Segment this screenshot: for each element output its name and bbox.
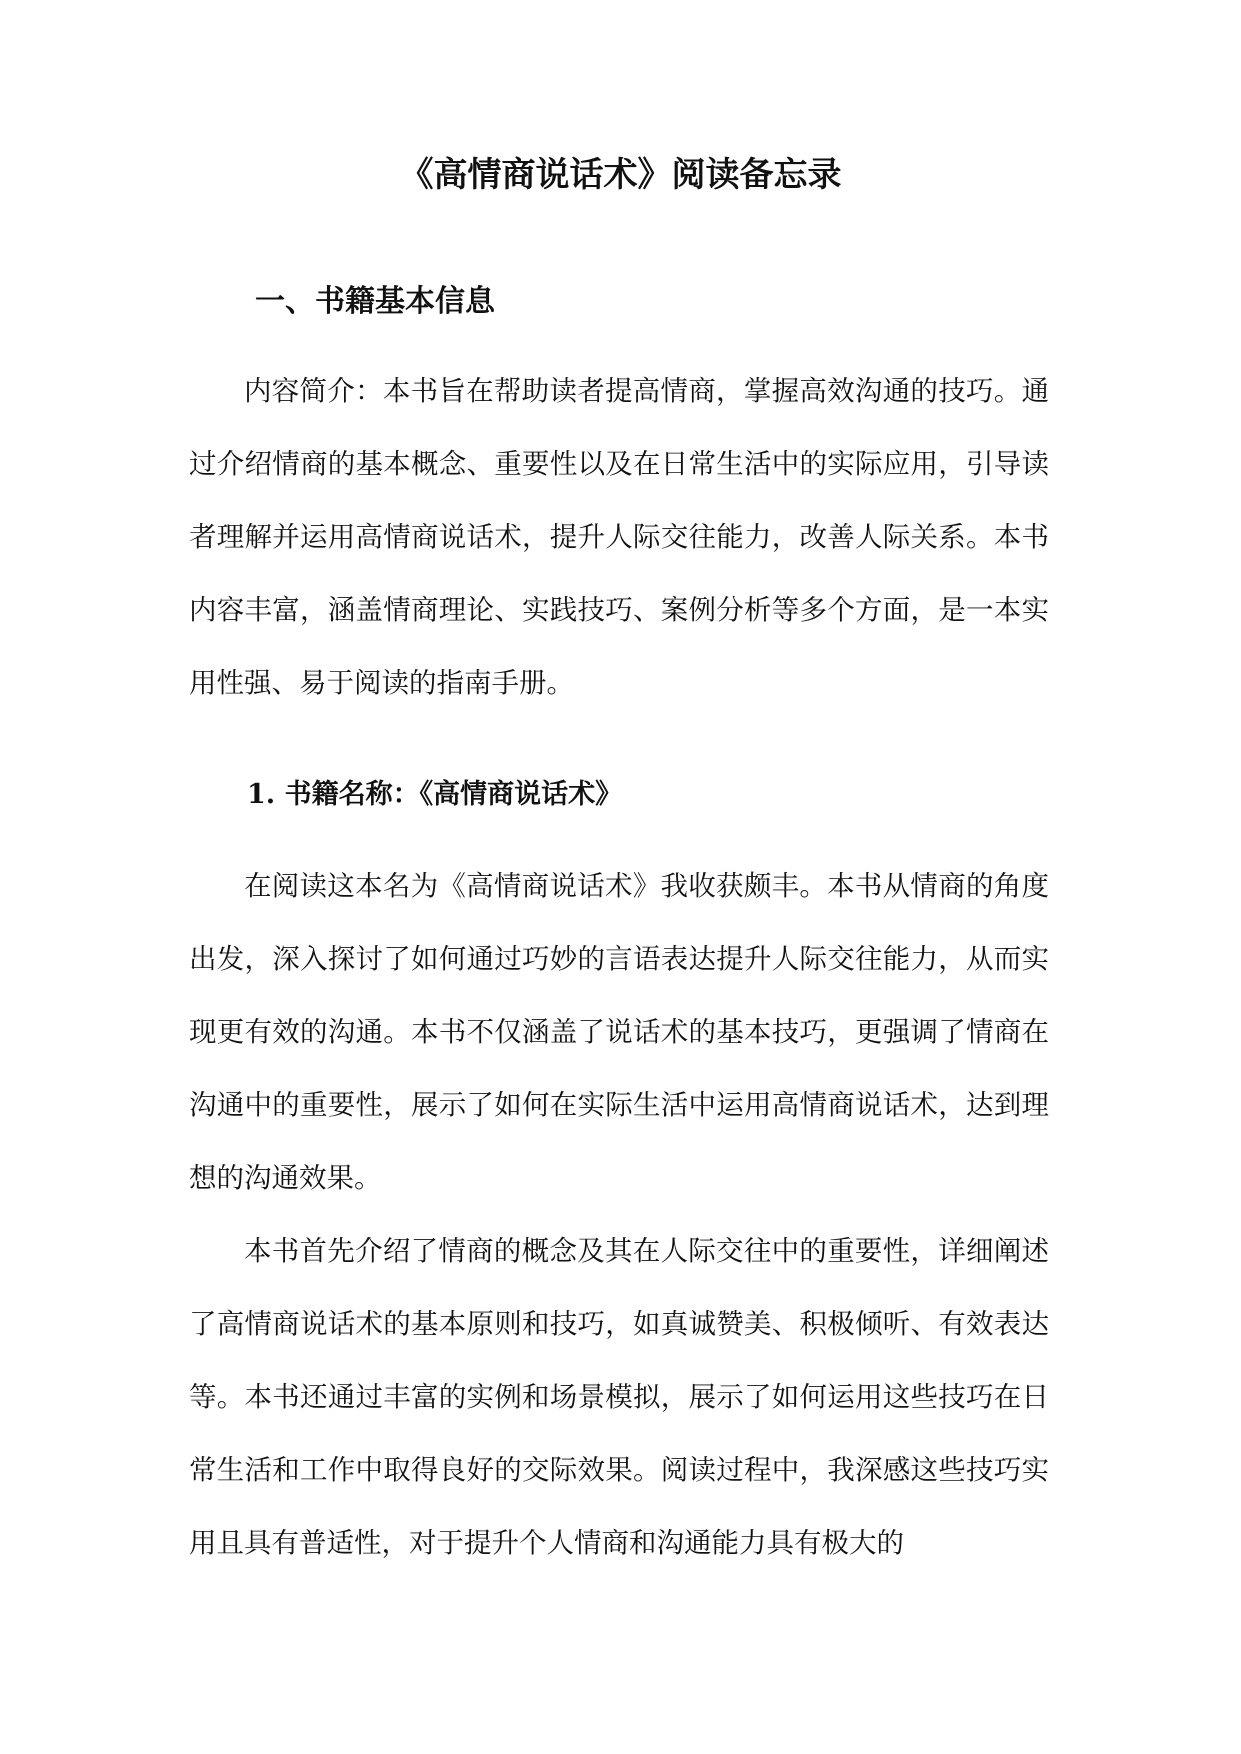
body-paragraph: 在阅读这本名为《高情商说话术》我收获颇丰。本书从情商的角度出发，深入探讨了如何通过巧妙的言语表达提升人际交往能力，从而实现更有效的沟通。本书不仅涵盖了说话术的基本技巧，更强调了情商在沟通中的重要性，展示了如何在实际生活中运用高情商说话术，达到理想的沟通效果。 [189,870,1049,1194]
body-paragraph: 本书首先介绍了情商的概念及其在人际交往中的重要性，详细阐述了高情商说话术的基本原则和技巧，如真诚赞美、积极倾听、有效表达等。本书还通过丰富的实例和场景模拟，展示了如何运用这些技巧在日常生活和工作中取得良好的交际效果。阅读过程中，我深感这些技巧实用且具有普适性，对于提升个人情商和沟通能力具有极大的 [189,1235,1049,1559]
intro-paragraph: 内容简介：本书旨在帮助读者提高情商，掌握高效沟通的技巧。通过介绍情商的基本概念、重要性以及在日常生活中的实际应用，引导读者理解并运用高情商说话术，提升人际交往能力，改善人际关系。本书内容丰富，涵盖情商理论、实践技巧、案例分析等多个方面，是一本实用性强、易于阅读的指南手册。 [189,375,1049,699]
document-title: 《高情商说话术》阅读备忘录 [399,155,842,195]
section-heading-basic-info: 一、书籍基本信息 [255,284,495,319]
subsection-heading-book-name: 1. 书籍名称：《高情商说话术》 [247,779,623,810]
